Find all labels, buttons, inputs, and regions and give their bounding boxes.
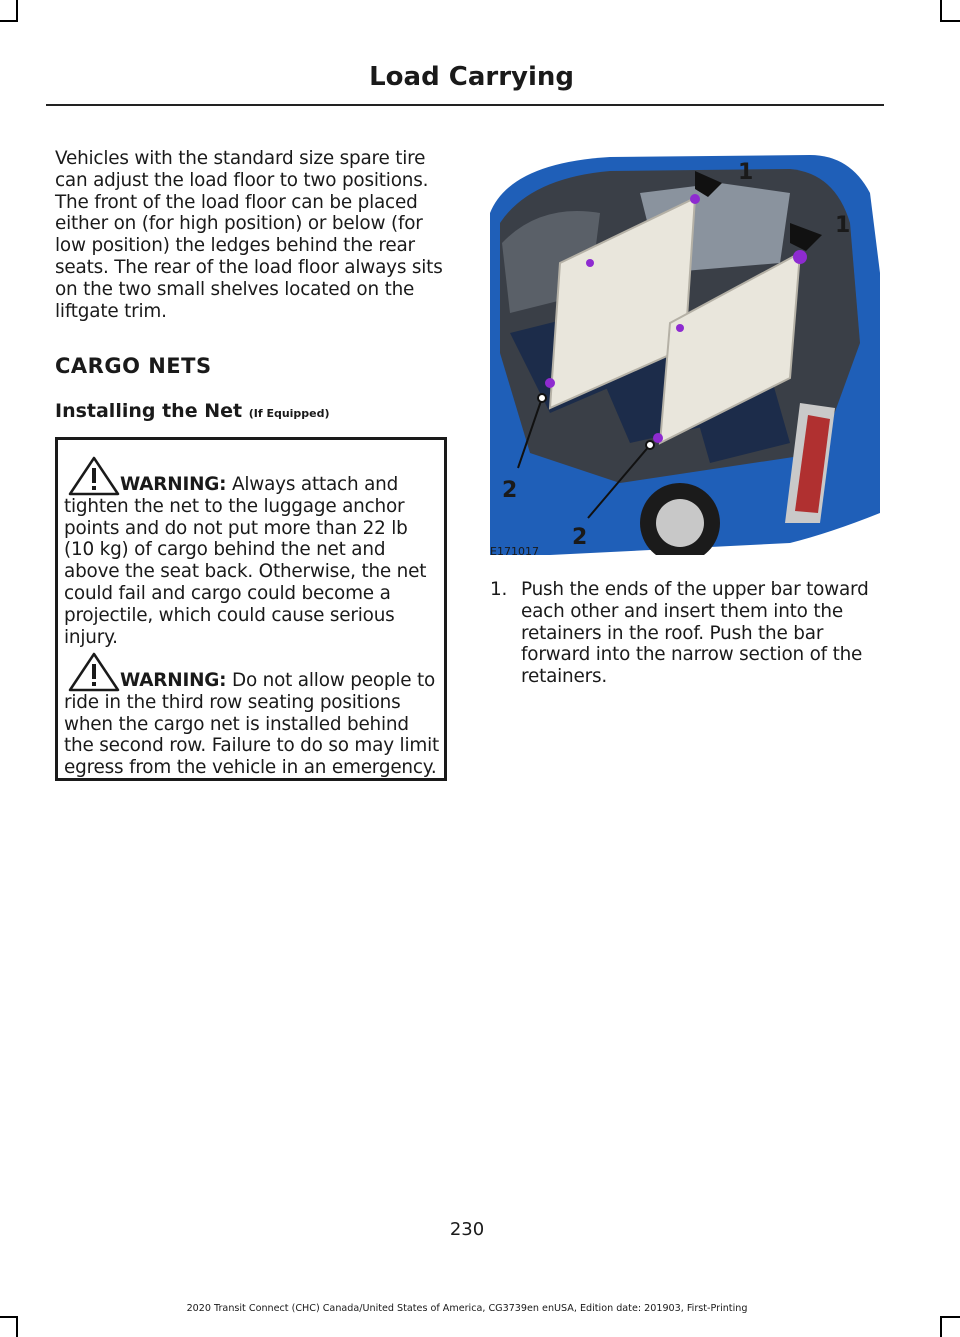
crop-mark: [940, 1316, 960, 1318]
page-footer: 2020 Transit Connect (CHC) Canada/United States of America, CG3739en enUSA, Edition date: 201903, First-Printing: [186, 1303, 748, 1314]
warning-triangle-icon: [68, 456, 120, 496]
section-heading: CARGO NETS: [55, 354, 212, 379]
crop-mark: [0, 20, 18, 22]
crop-mark: [16, 0, 18, 22]
subheading: [55, 400, 447, 422]
page-header-title: Load Carrying: [369, 62, 574, 92]
intro-paragraph: Vehicles with the standard size spare tire can adjust the load floor to two positions. The front of the load floor can be placed either on (for high position) or below (for low position) the ledges behind the rear seats. The rear of the load floor always sits on the two small shelves located on the liftgate trim.: [55, 148, 443, 322]
callout-2-right: 2: [572, 525, 588, 550]
warning-2: [64, 670, 440, 779]
callout-2-left: 2: [502, 478, 518, 503]
subheading-note: (If Equipped): [248, 407, 330, 421]
left-column: [55, 148, 447, 422]
warning-triangle-icon: [68, 652, 120, 692]
warning-box: [55, 437, 447, 781]
step-text: Push the ends of the upper bar toward each other and insert them into the retainers in the roof. Push the bar forward into the narrow section of the retainers.: [521, 579, 869, 688]
header-divider: [46, 104, 884, 106]
figure-id: E171017: [490, 545, 539, 558]
cargo-net-illustration: [490, 153, 880, 555]
subheading-text: Installing the Net: [55, 400, 243, 423]
crop-mark: [940, 20, 960, 22]
warning-text: Do not allow people to ride in the third row seating positions when the cargo net is installed behind the second row. Failure to do so may limit egress from the vehicle in an emergency.: [64, 670, 439, 779]
list-item: [490, 579, 882, 688]
warning-label: WARNING:: [120, 670, 227, 691]
callout-1-upper: 1: [738, 160, 754, 185]
crop-mark: [940, 0, 942, 22]
warning-text: Always attach and tighten the net to the luggage anchor points and do not put more than 22 lb (10 kg) of cargo behind the net and above the seat back. Otherwise, the net could fail and cargo could become a projectile, which could cause serious injury.: [64, 474, 427, 648]
vehicle-cutaway-drawing: [490, 153, 880, 555]
warning-label: WARNING:: [120, 474, 227, 495]
page-number: 230: [449, 1219, 485, 1240]
step-list: [490, 579, 882, 688]
crop-mark: [0, 1316, 18, 1318]
warning-1: [64, 474, 440, 648]
crop-mark: [940, 1316, 942, 1337]
callout-1-lower: 1: [835, 213, 851, 238]
crop-mark: [16, 1316, 18, 1337]
step-number: 1.: [490, 579, 508, 600]
